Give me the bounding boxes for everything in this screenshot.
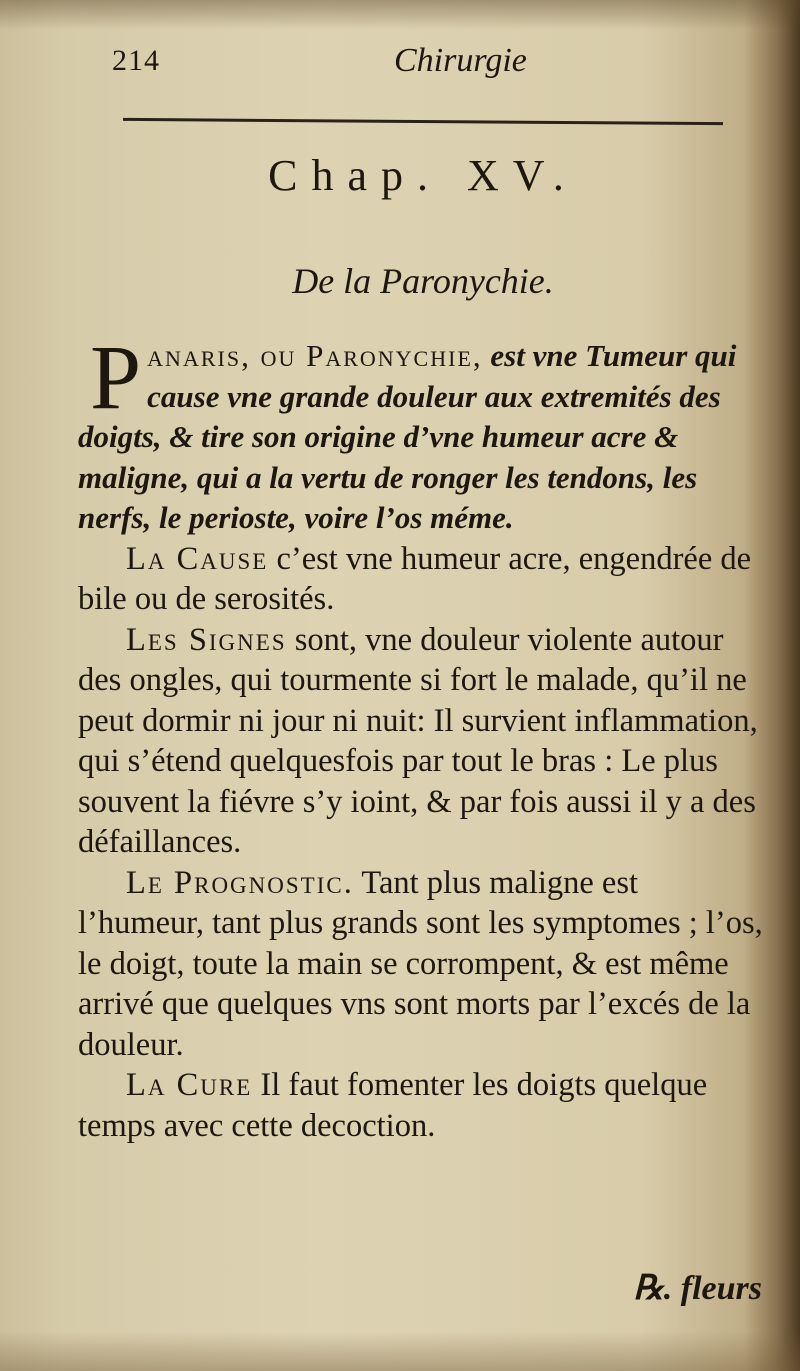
body-text bbox=[78, 326, 768, 1146]
chapter-title: Chap. XV. bbox=[268, 151, 578, 200]
page-header bbox=[78, 28, 768, 98]
paragraph-signs bbox=[78, 620, 768, 863]
paragraph-text: est vne Tumeur qui cause vne grande douleur aux extremités des doigts, & tire son origine d’vne humeur acre & maligne, qui a la vertu de ronger les tendons, les nerfs, le perioste, voire l’os méme. bbox=[78, 338, 737, 535]
running-head: Chirurgie bbox=[394, 42, 527, 79]
paragraph-text: Il faut fomenter les doigts quelque temps avec cette decoction. bbox=[78, 1067, 708, 1144]
paragraph-lead: anaris, ou Paronychie, bbox=[147, 338, 483, 373]
catchword: ℞. fleurs bbox=[633, 1270, 762, 1307]
paragraph-cure bbox=[78, 1065, 768, 1146]
paragraph-text: c’est vne humeur acre, engendrée de bile ou de serosités. bbox=[78, 540, 752, 617]
page-number: 214 bbox=[112, 44, 160, 77]
paragraph-label: La Cause bbox=[126, 540, 269, 577]
drop-cap: P bbox=[90, 326, 142, 428]
paragraph-text: Tant plus maligne est l’humeur, tant plus grands sont les symptomes ; l’os, le doigt, toute la main se corrompent, & est même arrivé que quelques vns sont morts par l’excés de la douleur. bbox=[78, 864, 763, 1063]
text-block bbox=[78, 28, 768, 1144]
paragraph-cause bbox=[78, 539, 768, 620]
paragraph-definition bbox=[78, 326, 768, 539]
paragraph-label: Le Prognostic. bbox=[126, 864, 354, 901]
paragraph-label: La Cure bbox=[126, 1067, 253, 1103]
paragraph-text: sont, vne douleur violente autour des ongles, qui tourmente si fort le malade, qu’il ne peut dormir ni jour ni nuit: Il survient inflammation, qui s’étend quelquesfois par tout le bras : Le plus souvent la fiévre s’y ioint, & par fois aussi il y a des défaillances. bbox=[78, 621, 758, 860]
header-rule bbox=[123, 118, 723, 125]
chapter-subtitle: De la Paronychie. bbox=[292, 261, 554, 301]
paragraph-label: Les Signes bbox=[126, 621, 287, 658]
paragraph-prognostic bbox=[78, 863, 768, 1066]
